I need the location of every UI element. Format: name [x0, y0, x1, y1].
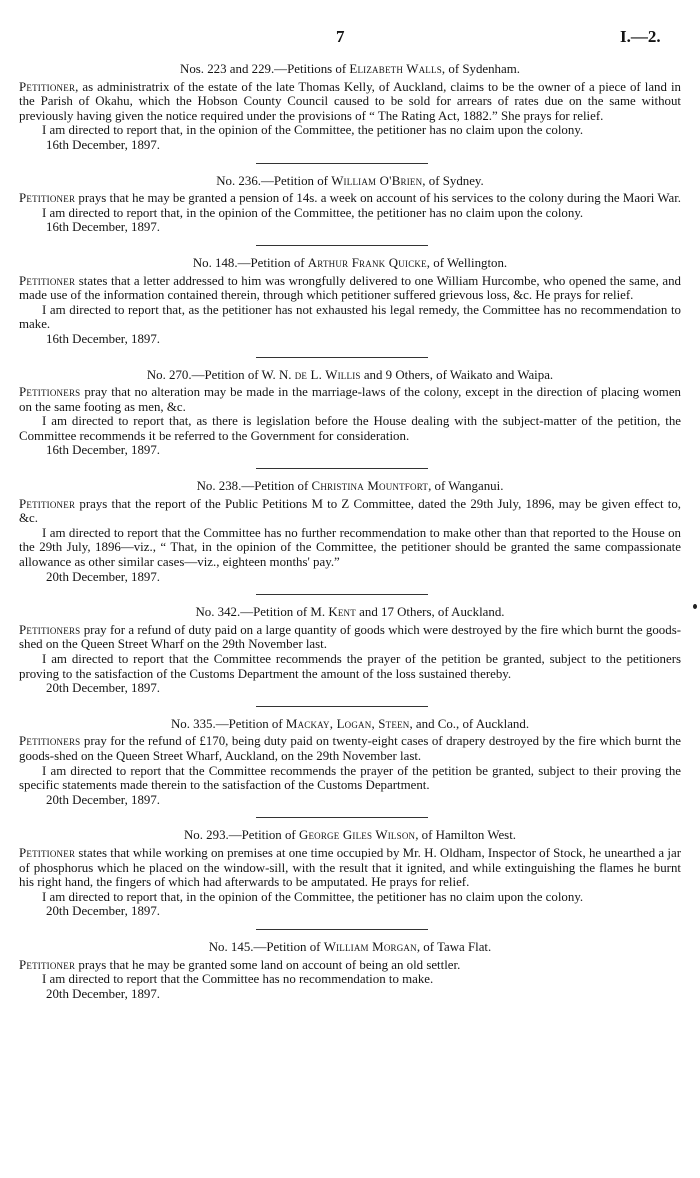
petitioner-name: George Giles Wilson — [298, 828, 416, 843]
title-prefix: No. 238.—Petition of — [196, 479, 312, 494]
petition-title — [19, 368, 681, 383]
petition-text: prays that he may be granted some land on account of being an old settler. — [75, 957, 461, 972]
petition-text: prays that the report of the Public Petitions M to Z Committee, dated the 29th July, 1896, may be given effect to, &c. — [19, 496, 681, 526]
petition-lead-word: Petitioner — [19, 957, 76, 972]
petition-entry — [19, 368, 681, 470]
section-divider — [256, 468, 428, 469]
petition-title — [19, 940, 681, 955]
petition-lead-word: Petitioners — [19, 385, 81, 400]
title-suffix: , and Co., of Auckland. — [409, 716, 530, 731]
section-divider — [256, 929, 428, 930]
page-number: 7 — [336, 27, 345, 46]
committee-report: I am directed to report that, in the opinion of the Committee, the petitioner has no claim upon the colony. — [42, 889, 584, 904]
committee-report: I am directed to report that the Committee recommends the prayer of the petition be granted, subject to the petitioners proving to the satisfaction of the Customs Department the amount of the loss sustained thereby. — [19, 652, 681, 681]
title-prefix: No. 145.—Petition of — [208, 939, 324, 954]
petition-lead-word: Petitioners — [19, 734, 81, 749]
petitioner-name: Elizabeth Walls — [349, 62, 442, 76]
section-divider — [256, 357, 428, 358]
petitioner-name: Christina Mountfort — [311, 479, 429, 494]
petition-title — [19, 717, 681, 732]
petition-lead-word: Petitioners — [19, 622, 81, 637]
report-date: 16th December, 1897. — [46, 331, 161, 346]
section-divider — [256, 706, 428, 707]
committee-report: I am directed to report that the Committee has no further recommendation to make other than that reported to the House on the 29th July, 1896—viz., “ That, in the opinion of the Committee, the petitioner should be granted the same compassionate allowance as other similar cases—viz., eighteen months' pay.” — [19, 525, 681, 570]
petition-body — [19, 274, 681, 303]
petition-title — [19, 605, 681, 620]
report-date: 20th December, 1897. — [46, 792, 161, 807]
petitioner-name: Kent — [328, 605, 356, 620]
petition-body — [19, 385, 681, 414]
petition-title — [19, 828, 681, 843]
title-prefix: No. 270.—Petition of W. N. — [146, 367, 295, 382]
petition-lead-word: Petitioner — [19, 496, 76, 511]
petition-body — [19, 958, 681, 973]
report-date: 20th December, 1897. — [46, 986, 161, 1001]
title-suffix: , of Wellington. — [426, 255, 508, 270]
report-date: 16th December, 1897. — [46, 443, 161, 458]
petition-body — [19, 734, 681, 763]
petition-body — [19, 846, 681, 890]
section-divider — [256, 594, 428, 595]
committee-report: I am directed to report that, as the petitioner has not exhausted his legal remedy, the Committee has no recommendation to make. — [19, 302, 681, 332]
petition-body — [19, 80, 681, 124]
petition-text: pray for the refund of £170, being duty paid on twenty-eight cases of drapery destroyed by the fire which burnt the goods-shed on the Queen Street Wharf, Auckland, on the 29th November last. — [19, 734, 681, 763]
petitioner-name: de L. Willis — [294, 367, 361, 382]
committee-report: I am directed to report that, as there is legislation before the House dealing with the subject-matter of the petition, the Committee recommends it be referred to the Government for consideration. — [19, 414, 681, 443]
petition-entry — [19, 256, 681, 358]
document-reference: I.—2. — [620, 27, 661, 46]
report-date: 20th December, 1897. — [46, 904, 161, 919]
petition-text: prays that he may be granted a pension of 14s. a week on account of his services to the colony during the Maori War. — [75, 191, 682, 206]
petitioner-name: Mackay, Logan, Steen — [285, 716, 410, 731]
committee-report: I am directed to report that the Committee recommends the prayer of the petition be granted, subject to their proving the specific statements made therein to the satisfaction of the Customs Department. — [19, 763, 681, 793]
petition-lead-word: Petitioner — [19, 273, 76, 288]
petition-entry — [19, 174, 681, 246]
margin-mark — [693, 604, 697, 609]
petition-body — [19, 623, 681, 652]
petitioner-name: William O'Brien — [331, 173, 423, 188]
report-date: 16th December, 1897. — [46, 137, 161, 152]
report-date: 20th December, 1897. — [46, 681, 161, 696]
petition-body — [19, 497, 681, 526]
section-divider — [256, 245, 428, 246]
title-prefix: No. 335.—Petition of — [170, 716, 286, 731]
report-date: 20th December, 1897. — [46, 569, 161, 584]
report-date: 16th December, 1897. — [46, 220, 161, 235]
petition-body — [19, 191, 681, 206]
committee-report: I am directed to report that, in the opinion of the Committee, the petitioner has no claim upon the colony. — [42, 205, 584, 220]
petition-list — [19, 62, 681, 1001]
petition-lead-word: Petitioner — [19, 191, 76, 206]
petitioner-name: Arthur Frank Quicke — [307, 255, 427, 270]
petitioner-name: William Morgan — [323, 939, 417, 954]
title-suffix: and 17 Others, of Auckland. — [355, 605, 505, 620]
petition-text: pray for a refund of duty paid on a large quantity of goods which were destroyed by the fire which burnt the goods-shed on the Queen Street Wharf on the 29th November last. — [19, 622, 681, 652]
title-suffix: and 9 Others, of Waikato and Waipa. — [360, 367, 554, 382]
petition-lead-word: Petitioner — [19, 845, 76, 860]
petition-title — [19, 479, 681, 494]
petition-entry — [19, 62, 681, 164]
petition-text: , as administratrix of the estate of the late Thomas Kelly, of Auckland, claims to be the owner of a piece of land in the Parish of Okahu, which the Hobson County Council caused to be sold for arrears of rates due on the same without previously having given the notice required under the provisions of “ The Rating Act, 1882.” She prays for relief. — [19, 79, 681, 123]
title-prefix: No. 293.—Petition of — [183, 828, 299, 843]
committee-report: I am directed to report that, in the opinion of the Committee, the petitioner has no claim upon the colony. — [42, 123, 584, 138]
section-divider — [256, 163, 428, 164]
petition-entry — [19, 828, 681, 930]
petition-title — [19, 174, 681, 189]
title-prefix: No. 342.—Petition of M. — [195, 605, 329, 620]
title-suffix: , of Tawa Flat. — [416, 939, 492, 954]
petition-text: states that a letter addressed to him was wrongfully delivered to one William Hurcombe, who opened the same, and made use of the information contained therein, through which petitioner suffered grievous loss, &c. He prays for relief. — [19, 273, 681, 303]
petition-entry — [19, 940, 681, 1001]
petition-text: states that while working on premises at one time occupied by Mr. H. Oldham, Inspector of Stock, he unearthed a jar of phosphorus which he placed on the window-sill, with the result that it ignited, and while extinguishing the flames he burnt his right hand, the fingers of which had afterwards to be amputated. He prays for relief. — [19, 845, 681, 890]
petition-entry — [19, 717, 681, 819]
petition-title — [19, 256, 681, 271]
title-prefix: No. 236.—Petition of — [216, 173, 332, 188]
title-suffix: , of Sydney. — [422, 173, 484, 188]
title-prefix: No. 148.—Petition of — [192, 255, 308, 270]
title-suffix: , of Sydenham. — [441, 62, 520, 76]
section-divider — [256, 817, 428, 818]
petition-entry — [19, 605, 681, 707]
petition-lead-word: Petitioner — [19, 79, 76, 94]
committee-report: I am directed to report that the Committee has no recommendation to make. — [42, 972, 434, 987]
title-suffix: , of Wanganui. — [428, 479, 504, 494]
petition-entry — [19, 479, 681, 595]
title-suffix: , of Hamilton West. — [415, 828, 516, 843]
petition-title — [19, 62, 681, 77]
title-prefix: Nos. 223 and 229.—Petitions of — [180, 62, 350, 76]
petition-text: pray that no alteration may be made in the marriage-laws of the colony, except in the direction of placing women on the same footing as men, &c. — [19, 385, 681, 414]
